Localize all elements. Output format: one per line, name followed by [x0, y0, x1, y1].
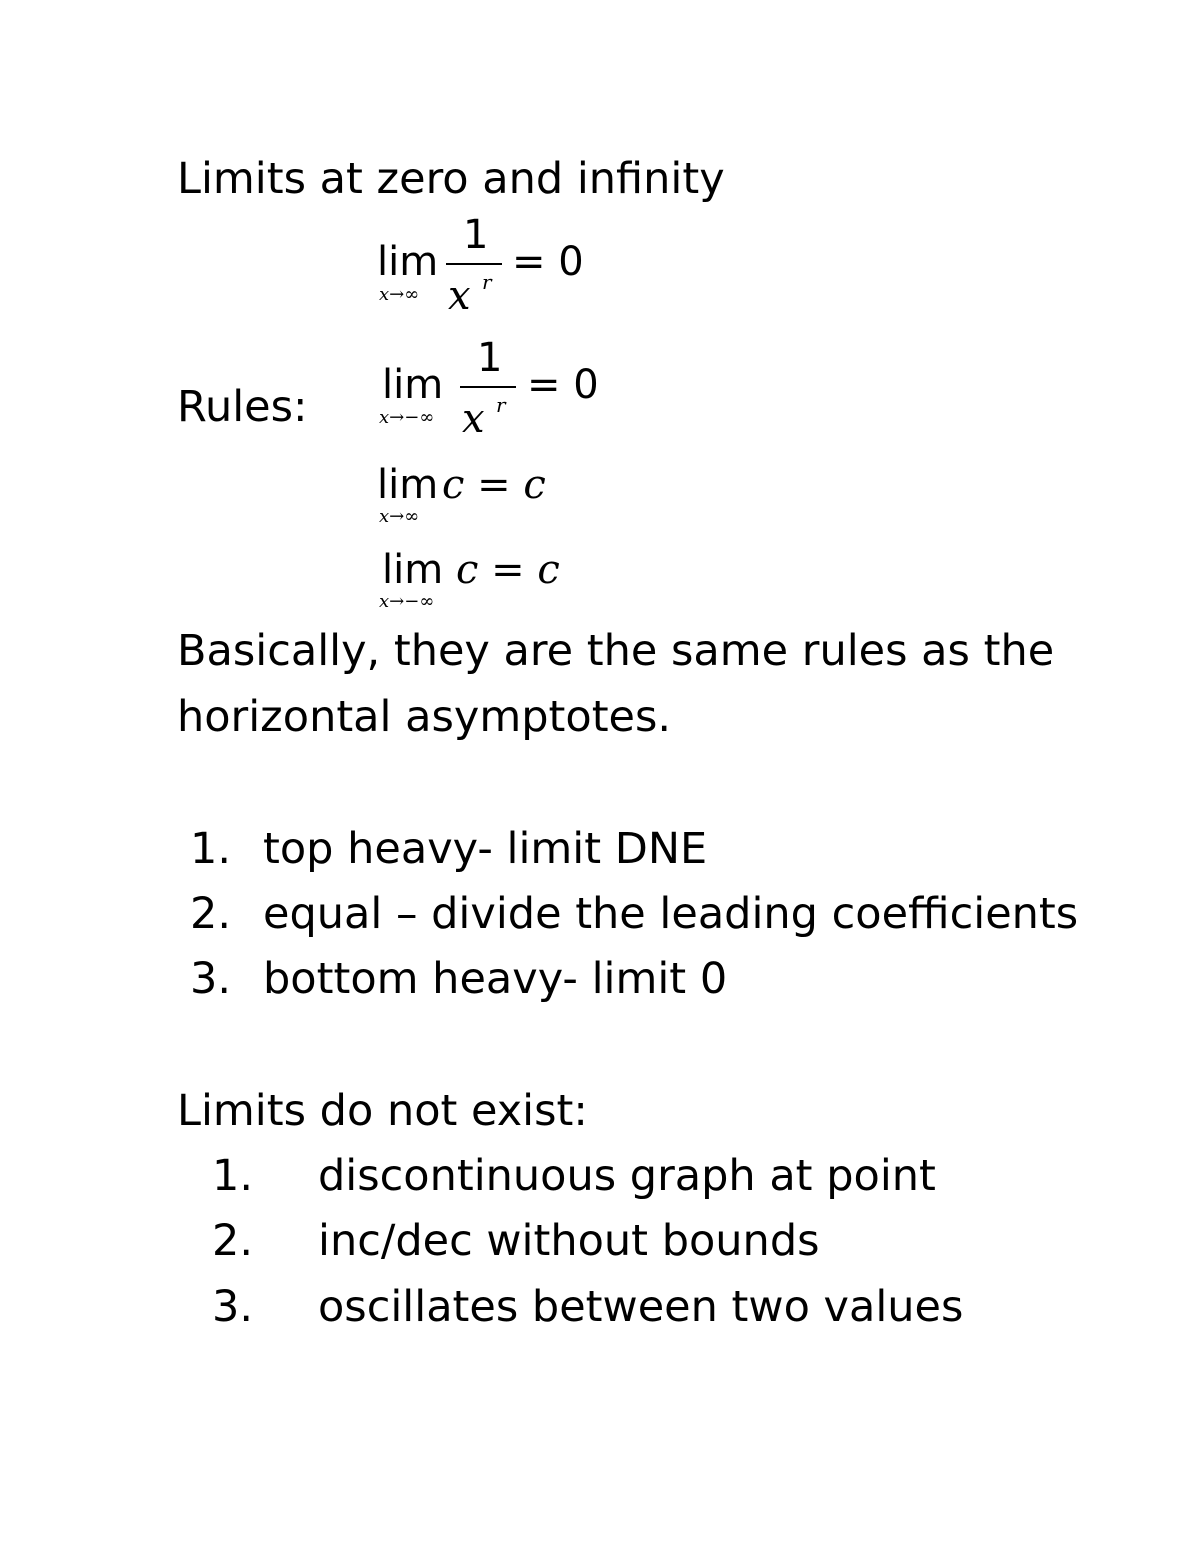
list-item-text: oscillates between two values — [318, 1282, 964, 1332]
lim-operator: lim — [382, 362, 444, 408]
lim-operator: lim — [377, 239, 439, 285]
fraction-bar — [460, 386, 516, 388]
list-item-number: 2. — [212, 1216, 254, 1266]
fraction-denominator: x — [462, 396, 485, 442]
formula-expression: c = c — [456, 547, 560, 593]
page-heading: Limits at zero and infinity — [177, 154, 725, 204]
formula-rhs: = 0 — [512, 239, 584, 285]
lim-subscript: x→∞ — [379, 506, 420, 527]
list-item-text: discontinuous graph at point — [318, 1151, 936, 1201]
formula-expression: c = c — [442, 462, 546, 508]
list-item-number: 2. — [190, 889, 232, 939]
lim-subscript: x→−∞ — [379, 591, 435, 612]
rules-label: Rules: — [177, 382, 308, 432]
list-item-text: equal – divide the leading coefficients — [263, 889, 1079, 939]
fraction-bar — [446, 263, 502, 265]
lim-operator: lim — [377, 462, 439, 508]
list-item-text: bottom heavy- limit 0 — [263, 954, 728, 1004]
fraction-numerator: 1 — [477, 335, 503, 381]
list-item-number: 1. — [190, 824, 232, 874]
list-item-number: 1. — [212, 1151, 254, 1201]
list-item-number: 3. — [212, 1282, 254, 1332]
lim-subscript: x→−∞ — [379, 407, 435, 428]
lim-subscript: x→∞ — [379, 284, 420, 305]
list-item-text: top heavy- limit DNE — [263, 824, 708, 874]
explanation-line-2: horizontal asymptotes. — [177, 692, 672, 742]
lim-operator: lim — [382, 547, 444, 593]
list-item-number: 3. — [190, 954, 232, 1004]
list-item-text: inc/dec without bounds — [318, 1216, 820, 1266]
dne-heading: Limits do not exist: — [177, 1086, 588, 1136]
formula-rhs: = 0 — [527, 362, 599, 408]
fraction-denominator: x — [448, 273, 471, 319]
exponent: r — [496, 393, 506, 417]
fraction-numerator: 1 — [463, 212, 489, 258]
explanation-line-1: Basically, they are the same rules as the — [177, 626, 1055, 676]
exponent: r — [482, 270, 492, 294]
